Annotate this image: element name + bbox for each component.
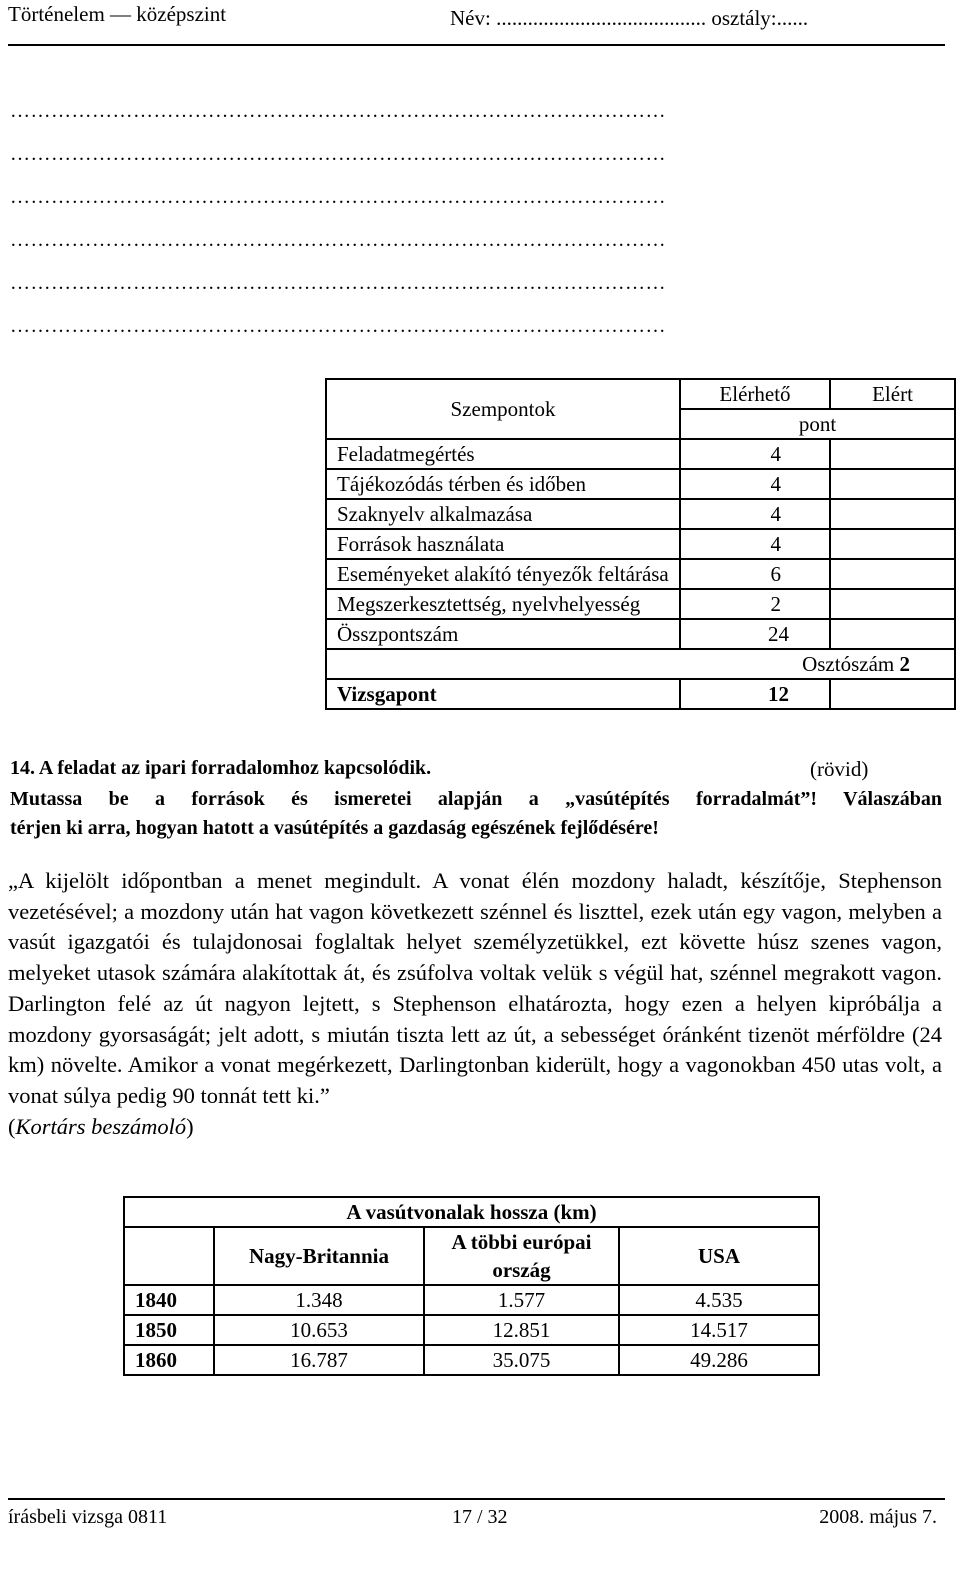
criterion-label: Megszerkesztettség, nyelvhelyesség <box>326 589 680 619</box>
achieved-cell[interactable] <box>830 499 955 529</box>
achieved-total-cell[interactable] <box>830 619 955 649</box>
score-table-header <box>326 379 955 409</box>
footer-date: 2008. május 7. <box>819 1506 937 1528</box>
table-cell: 12.851 <box>424 1315 619 1345</box>
table-cell: 1.348 <box>214 1285 424 1315</box>
exam-points-row <box>326 679 955 709</box>
criterion-label: Feladatmegértés <box>326 439 680 469</box>
divisor-row <box>326 649 955 679</box>
divisor <box>680 649 955 679</box>
column-header: USA <box>619 1227 819 1285</box>
footer-page-number: 17 / 32 <box>452 1506 508 1528</box>
achieved-cell[interactable] <box>830 559 955 589</box>
divisor-value: 2 <box>899 652 910 676</box>
available-header: Elérhető <box>680 379 830 409</box>
source-citation: (Kortárs beszámoló) <box>8 1113 194 1139</box>
row-year: 1850 <box>124 1315 214 1345</box>
column-header: A többi európai ország <box>424 1227 619 1285</box>
achieved-cell[interactable] <box>830 439 955 469</box>
achieved-cell[interactable] <box>830 589 955 619</box>
question-type: (rövid) <box>810 757 869 781</box>
exam-points-value: 12 <box>680 679 830 709</box>
criteria-header: Szempontok <box>326 379 680 439</box>
name-class-field: Név: ........................................ osztály:...... <box>450 6 809 30</box>
score-row <box>326 499 955 529</box>
total-points: 24 <box>680 619 830 649</box>
score-table <box>325 378 956 710</box>
table-cell: 16.787 <box>214 1345 424 1375</box>
achieved-cell[interactable] <box>830 469 955 499</box>
source-text <box>8 866 942 1142</box>
answer-line: …………………………………………………………………………………… <box>10 100 666 122</box>
achieved-cell[interactable] <box>830 529 955 559</box>
criterion-points: 2 <box>680 589 830 619</box>
total-label: Összpontszám <box>326 619 680 649</box>
table-cell: 1.577 <box>424 1285 619 1315</box>
answer-line: …………………………………………………………………………………… <box>10 272 666 294</box>
answer-line: …………………………………………………………………………………… <box>10 315 666 337</box>
source-quote: „A kijelölt időpontban a menet megindult. A vonat élén mozdony haladt, készítője, Stephenson vezetésével; a mozdony után hat vagon következett szénnel és liszttel, ezek után egy vagon, melyben a vasút igazgatói és tulajdonosai foglaltak helyet személyzetükkel, ezt követte húsz szenes vagon, melyeket utasok számára alakítottak át, és zsúfolva voltak velük s végül hat, szénnel megrakott vagon. Darlington felé az út nagyon lejtett, s Stephenson elhatározta, hogy ezen a helyen kipróbálja a mozdony gyorsaságát; jelt adott, s miután tiszta lett az út, a sebességet óránként tizenöt mérföldre (24 km) növelte. Amikor a vonat megérkezett, Darlingtonban kiderült, hogy a vagonokban 450 utas volt, a vonat súlya pedig 90 tonnát tett ki.” <box>8 868 942 1108</box>
table-title: A vasútvonalak hossza (km) <box>124 1197 819 1227</box>
points-header: pont <box>680 409 955 439</box>
criterion-points: 4 <box>680 499 830 529</box>
footer-exam-code: írásbeli vizsga 0811 <box>8 1506 168 1528</box>
answer-line: …………………………………………………………………………………… <box>10 186 666 208</box>
criterion-points: 6 <box>680 559 830 589</box>
criterion-points: 4 <box>680 439 830 469</box>
exam-achieved-cell[interactable] <box>830 679 955 709</box>
column-header: Nagy-Britannia <box>214 1227 424 1285</box>
table-cell: 14.517 <box>619 1315 819 1345</box>
exam-points-label: Vizsgapont <box>326 679 680 709</box>
score-total-row <box>326 619 955 649</box>
table-row <box>124 1315 819 1345</box>
achieved-header: Elért <box>830 379 955 409</box>
divisor-label: Osztószám <box>802 652 895 676</box>
railway-length-table <box>123 1196 820 1376</box>
table-cell: 49.286 <box>619 1345 819 1375</box>
instruction-line: Mutassa be a források és ismeretei alapján a „vasútépítés forradalmát”! Válaszában <box>10 788 942 810</box>
table-row <box>124 1345 819 1375</box>
score-row <box>326 529 955 559</box>
row-year: 1840 <box>124 1285 214 1315</box>
criterion-label: Tájékozódás térben és időben <box>326 469 680 499</box>
criterion-label: Források használata <box>326 529 680 559</box>
answer-line: …………………………………………………………………………………… <box>10 229 666 251</box>
question-title: 14. A feladat az ipari forradalomhoz kapcsolódik. <box>10 757 432 779</box>
score-row <box>326 439 955 469</box>
table-cell: 35.075 <box>424 1345 619 1375</box>
criterion-label: Szaknyelv alkalmazása <box>326 499 680 529</box>
criterion-points: 4 <box>680 469 830 499</box>
table-row <box>124 1285 819 1315</box>
page-header <box>8 0 945 46</box>
row-year: 1860 <box>124 1345 214 1375</box>
answer-line: …………………………………………………………………………………… <box>10 143 666 165</box>
table-cell: 10.653 <box>214 1315 424 1345</box>
question-instruction <box>10 785 942 843</box>
subject-label: Történelem — középszint <box>8 2 227 26</box>
score-row <box>326 589 955 619</box>
score-row <box>326 559 955 589</box>
score-row <box>326 469 955 499</box>
table-cell: 4.535 <box>619 1285 819 1315</box>
page-footer <box>8 1498 945 1528</box>
criterion-label: Eseményeket alakító tényezők feltárása <box>326 559 680 589</box>
criterion-points: 4 <box>680 529 830 559</box>
instruction-line: térjen ki arra, hogyan hatott a vasútépítés a gazdaság egészének fejlődésére! <box>10 817 659 839</box>
